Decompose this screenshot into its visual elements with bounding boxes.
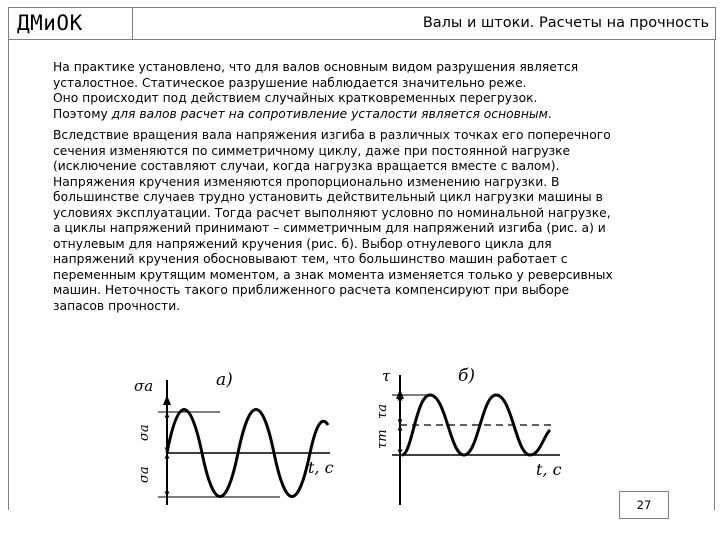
y-axis-label: τ [382,367,391,385]
header-bar [0,0,720,44]
pulsating-cycle-graph [375,366,562,505]
left-frame-rule [8,40,9,510]
right-frame-rule [714,40,715,510]
course-logo: ДМиОК [8,7,132,40]
slide-body [53,60,693,314]
text-suffix: . [547,106,552,121]
y-axis-label: σa [134,377,154,395]
paragraph-line: машин. Неточность такого приближенного расчета компенсируют при выборе [53,283,570,297]
x-axis-label: t, c [536,460,562,479]
paragraph-line: сечения изменяются по симметричному циклу, даже при постоянной нагрузке [53,143,571,158]
paragraph-line: (исключение составляют случаи, когда нагрузка вращается вместе с валом). [53,159,560,173]
paragraph-line: а циклы напряжений принимают – симметричным для напряжений изгиба (рис. а) и [53,221,606,235]
stress-cycle-figure [130,355,570,510]
paragraph-line: условиях эксплуатации. Тогда расчет выполняют условно по номинальной нагрузке, [53,205,611,220]
paragraph-line: напряжений кручения обосновывают тем, что большинство машин работает с [53,252,568,266]
emphasized-text: для валов расчет на сопротивление усталости является основным [111,106,548,121]
paragraph-line: усталостное. Статическое разрушение наблюдается значительно реже. [53,75,527,90]
x-axis-label: t, c [308,458,334,477]
amplitude-label: τa [375,404,390,419]
paragraph-line: большинстве случаев трудно установить действительный цикл нагрузки машины в [53,190,603,204]
paragraph-line: Вследствие вращения вала напряжения изгиба в различных точках его поперечного [53,128,611,142]
paragraph-line: запасов прочности. [53,298,181,313]
lower-amplitude-label: σa [137,466,152,483]
paragraph-line: На практике установлено, что для валов основным видом разрушения является [53,60,579,74]
paragraph-line-emphasis [53,107,693,123]
mean-label: τm [375,429,390,449]
y-axis-arrow [396,389,404,399]
paragraph-line: отнулевым для напряжений кручения (рис. б). Выбор отнулевого цикла для [53,236,552,251]
y-axis-arrow [163,395,171,405]
symmetric-cycle-graph [134,370,334,505]
text-prefix: Поэтому [53,106,112,121]
page-number: 27 [619,491,669,519]
paragraph-line: Напряжения кручения изменяются пропорционально изменению нагрузки. В [53,174,560,189]
slide-title: Валы и штоки. Расчеты на прочность [132,7,716,40]
paragraph-line: переменным крутящим моментом, а знак момента изменяется только у реверсивных [53,267,613,282]
paragraph-line: Оно происходит под действием случайных кратковременных перегрузок. [53,91,538,105]
upper-amplitude-label: σa [137,424,152,441]
panel-label-b: б) [458,366,476,386]
panel-label-a: а) [216,370,233,390]
